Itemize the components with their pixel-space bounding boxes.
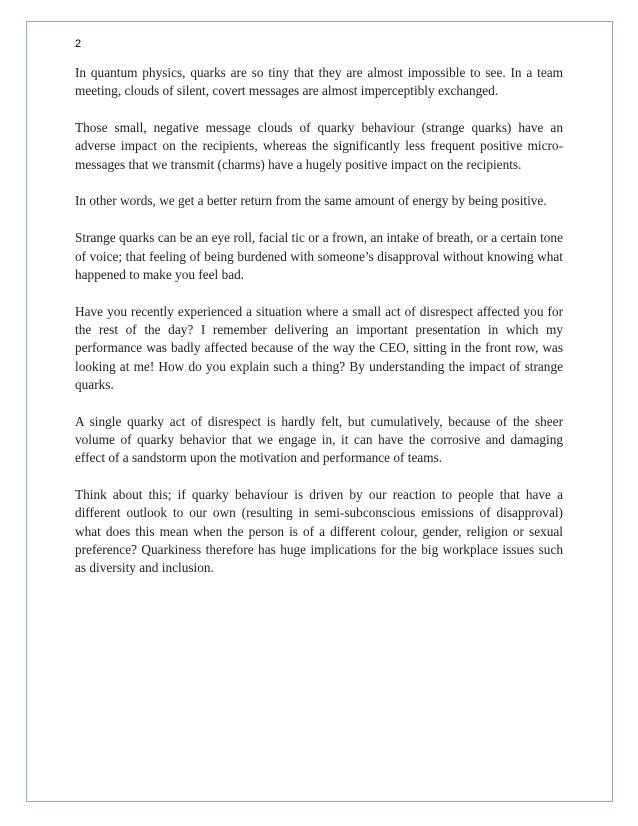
paragraph: Those small, negative message clouds of quarky behaviour (strange quarks) have an adverse impact on the recipients, whereas the significantly less frequent positive micro-messages that we transmit (charms) have a hugely positive impact on the recipients. <box>75 120 563 172</box>
paragraph: Strange quarks can be an eye roll, facial tic or a frown, an intake of breath, or a certain tone of voice; that feeling of being burdened with someone’s disapproval without knowing what happened to make you feel bad. <box>75 230 563 282</box>
page-number: 2 <box>75 38 82 50</box>
paragraph: In quantum physics, quarks are so tiny that they are almost impossible to see. In a team meeting, clouds of silent, covert messages are almost imperceptibly exchanged. <box>75 65 563 99</box>
paragraph: Think about this; if quarky behaviour is driven by our reaction to people that have a different outlook to our own (resulting in semi-subconscious emissions of disapproval) what does this mean when the person is of a different colour, gender, religion or sexual preference? Quarkiness therefore has huge implications for the big workplace issues such as diversity and inclusion. <box>75 487 563 576</box>
paragraph: Have you recently experienced a situation where a small act of disrespect affected you for the rest of the day? I remember delivering an important presentation in which my performance was badly affected because of the way the CEO, sitting in the front row, was looking at me! How do you explain such a thing? By understanding the impact of strange quarks. <box>75 303 563 392</box>
paragraph: A single quarky act of disrespect is hardly felt, but cumulatively, because of the sheer volume of quarky behavior that we engage in, it can have the corrosive and damaging effect of a sandstorm upon the motivation and performance of teams. <box>75 413 563 466</box>
document-body <box>75 64 563 596</box>
paragraph: In other words, we get a better return from the same amount of energy by being positive. <box>75 193 547 209</box>
